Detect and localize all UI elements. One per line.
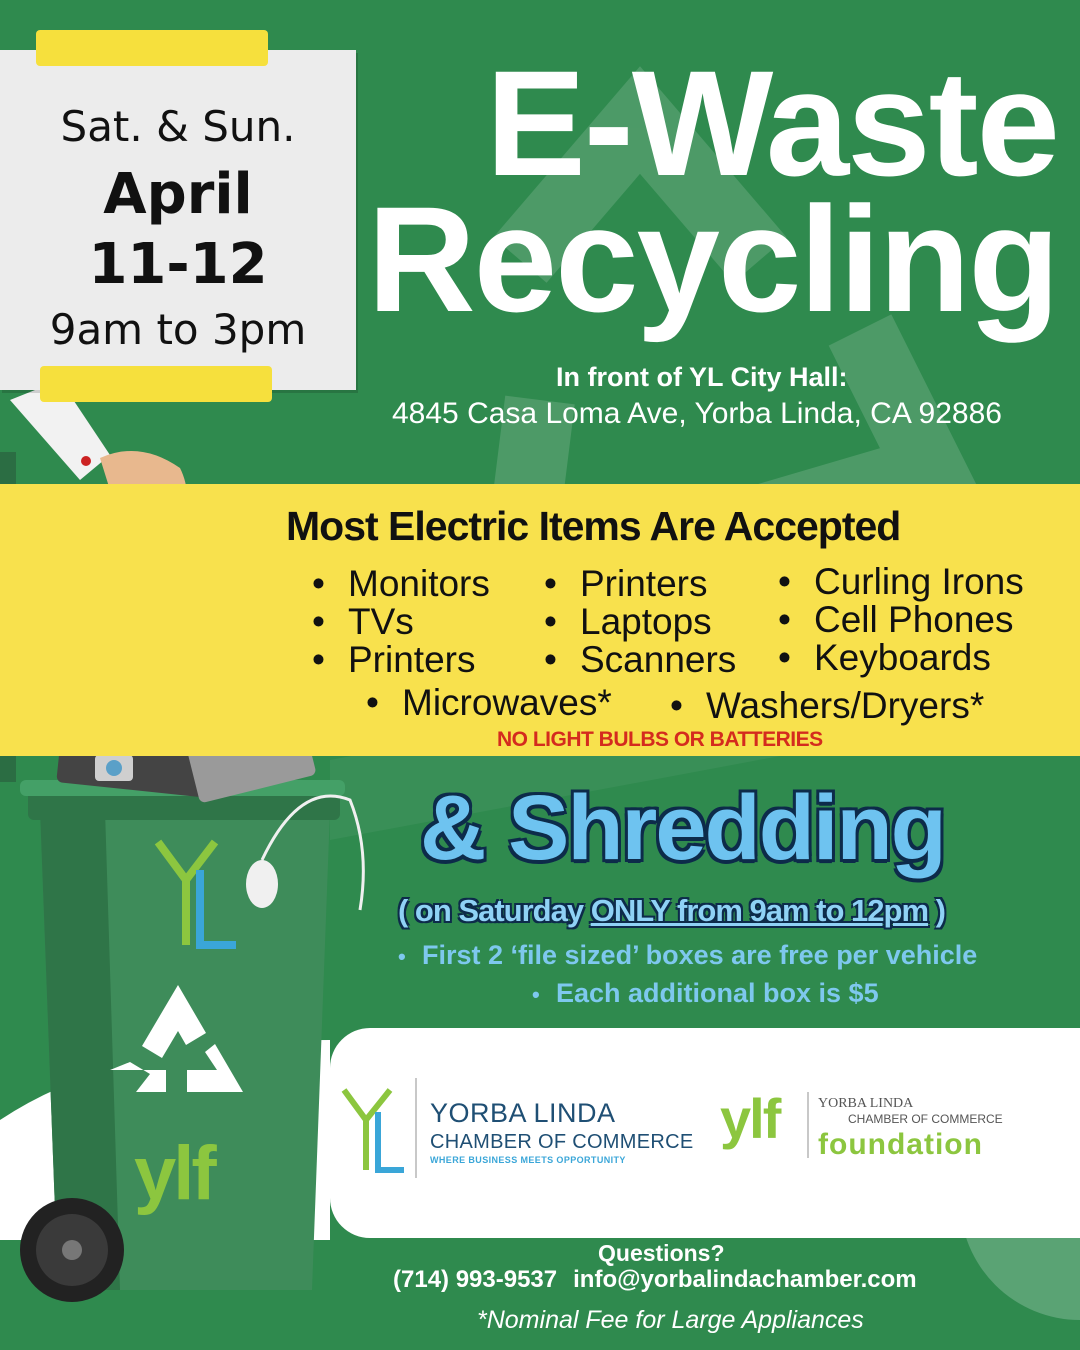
accepted-item: • Printers (544, 563, 707, 605)
accepted-item: • Washers/Dryers* (670, 685, 984, 727)
title-line-1: E-Waste (485, 39, 1058, 207)
accepted-item: • Monitors (312, 563, 490, 605)
warning-text: NO LIGHT BULBS OR BATTERIES (497, 728, 823, 751)
accepted-item: • Cell Phones (778, 599, 1014, 641)
foundation-line-1: YORBA LINDA (818, 1096, 914, 1111)
accepted-item: • Laptops (544, 601, 712, 643)
date-hours: 9am to 3pm (49, 305, 307, 354)
schedule-only: ONLY from 9am to 12pm (590, 893, 929, 928)
location-address: 4845 Casa Loma Ave, Yorba Linda, CA 92886 (392, 397, 1002, 430)
chamber-tagline: WHERE BUSINESS MEETS OPPORTUNITY (430, 1155, 626, 1165)
date-days: Sat. & Sun. (60, 102, 296, 151)
shredding-bullet: • First 2 ‘file sized’ boxes are free per vehicle (398, 940, 977, 971)
location-label: In front of YL City Hall: (556, 362, 848, 392)
foundation-line-2: CHAMBER OF COMMERCE (848, 1112, 1003, 1126)
title-line-2: Recycling (367, 175, 1058, 343)
accepted-item: • Scanners (544, 639, 736, 681)
schedule-post: ) (928, 893, 945, 928)
chamber-logo-text (430, 1098, 693, 1165)
accepted-heading: Most Electric Items Are Accepted (286, 503, 901, 549)
schedule-pre: ( on Saturday (398, 893, 591, 928)
shredding-heading: & Shredding (420, 777, 945, 879)
shredding-bullet: • Each additional box is $5 (532, 978, 879, 1009)
email-address[interactable]: info@yorbalindachamber.com (573, 1266, 917, 1293)
date-month: April (103, 162, 253, 227)
contact-line (393, 1266, 933, 1294)
chamber-name: YORBA LINDA (430, 1098, 616, 1128)
accepted-item: • Keyboards (778, 637, 991, 679)
accepted-item: • Microwaves* (366, 682, 612, 724)
foundation-line-3: foundation (818, 1128, 983, 1161)
foundation-mark: ylf (720, 1087, 780, 1150)
fee-note: *Nominal Fee for Large Appliances (477, 1306, 864, 1334)
foundation-logo-text (818, 1096, 1003, 1162)
chamber-sub: CHAMBER OF COMMERCE (430, 1131, 694, 1153)
bin-ylf-logo: ylf (134, 1131, 214, 1216)
date-range: 11-12 (88, 232, 268, 297)
questions-label: Questions? (598, 1240, 725, 1266)
accepted-item: • Printers (312, 639, 475, 681)
phone-number[interactable]: (714) 993-9537 (393, 1266, 558, 1293)
accepted-item: • TVs (312, 601, 414, 643)
accepted-item: • Curling Irons (778, 561, 1024, 603)
